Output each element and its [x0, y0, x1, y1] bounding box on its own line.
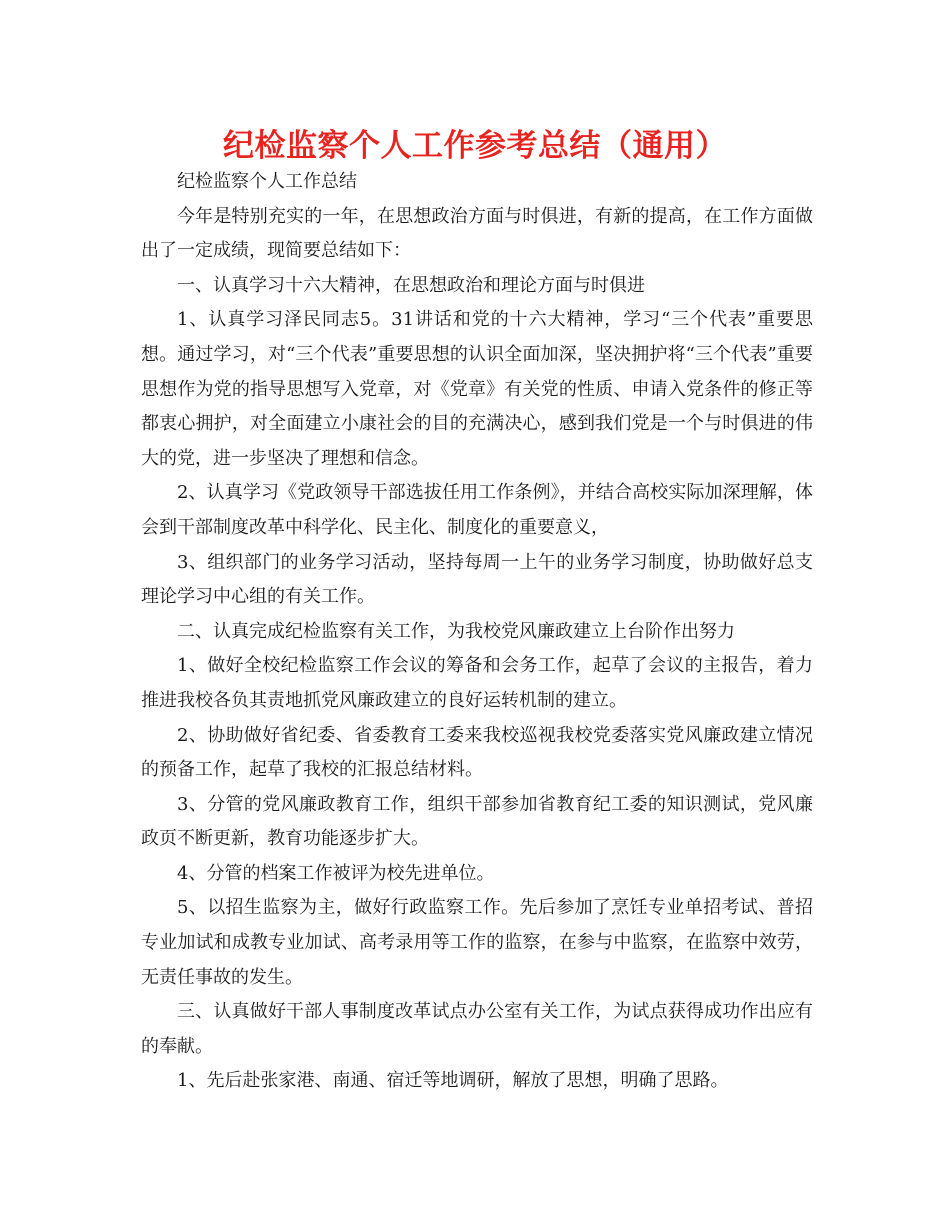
- paragraph-1-3: 3、组织部门的业务学习活动，坚持每周一上午的业务学习制度，协助做好总支理论学习中心组的有关工作。: [141, 551, 813, 608]
- paragraph-2-2: 2、协助做好省纪委、省委教育工委来我校巡视我校党委落实党风廉政建立情况的预备工作，起草了我校的汇报总结材料。: [141, 724, 813, 781]
- paragraph-subtitle: 纪检监察个人工作总结: [177, 171, 357, 192]
- paragraph-3-1: 1、先后赴张家港、南通、宿迁等地调研，解放了思想，明确了思路。: [177, 1070, 729, 1092]
- section-heading-1: 一、认真学习十六大精神，在思想政治和理论方面与时俱进: [177, 274, 645, 296]
- paragraph-2-5: 5、以招生监察为主，做好行政监察工作。先后参加了烹饪专业单招考试、普招专业加试和成教专业加试、高考录用等工作的监察，在参与中监察，在监察中效劳，无责任事故的发生。: [141, 897, 813, 988]
- paragraph-2-1: 1、做好全校纪检监察工作会议的筹备和会务工作，起草了会议的主报告，着力推进我校各负其责地抓党风廉政建立的良好运转机制的建立。: [141, 655, 813, 711]
- paragraph-intro: 今年是特别充实的一年，在思想政治方面与时俱进，有新的提高，在工作方面做出了一定成绩，现简要总结如下：: [141, 205, 813, 262]
- section-heading-3: 三、认真做好干部人事制度改革试点办公室有关工作，为试点获得成功作出应有的奉献。: [141, 1001, 813, 1057]
- paragraph-2-3: 3、分管的党风廉政教育工作，组织干部参加省教育纪工委的知识测试，党风廉政页不断更新，教育功能逐步扩大。: [141, 793, 813, 850]
- paragraph-2-4: 4、分管的档案工作被评为校先进单位。: [177, 862, 495, 884]
- paragraph-1-2: 2、认真学习《党政领导干部选拔任用工作条例》，并结合高校实际加深理解，体会到干部制度改革中科学化、民主化、制度化的重要意义，: [141, 482, 813, 538]
- document-body: [141, 165, 813, 1099]
- paragraph-1-1: 1、认真学习泽民同志5。31讲话和党的十六大精神，学习“三个代表”重要思想。通过学习，对“三个代表”重要思想的认识全面加深，坚决拥护将“三个代表”重要思想作为党的指导思想写入党章，对《党章》有关党的性质、申请入党条件的修正等都衷心拥护，对全面建立小康社会的目的充满决心，感到我们党是一个与时俱进的伟大的党，进一步坚决了理想和信念。: [141, 309, 813, 469]
- document-title: 纪检监察个人工作参考总结（通用）: [223, 128, 727, 164]
- section-heading-2: 二、认真完成纪检监察有关工作，为我校党风廉政建立上台阶作出努力: [177, 620, 735, 642]
